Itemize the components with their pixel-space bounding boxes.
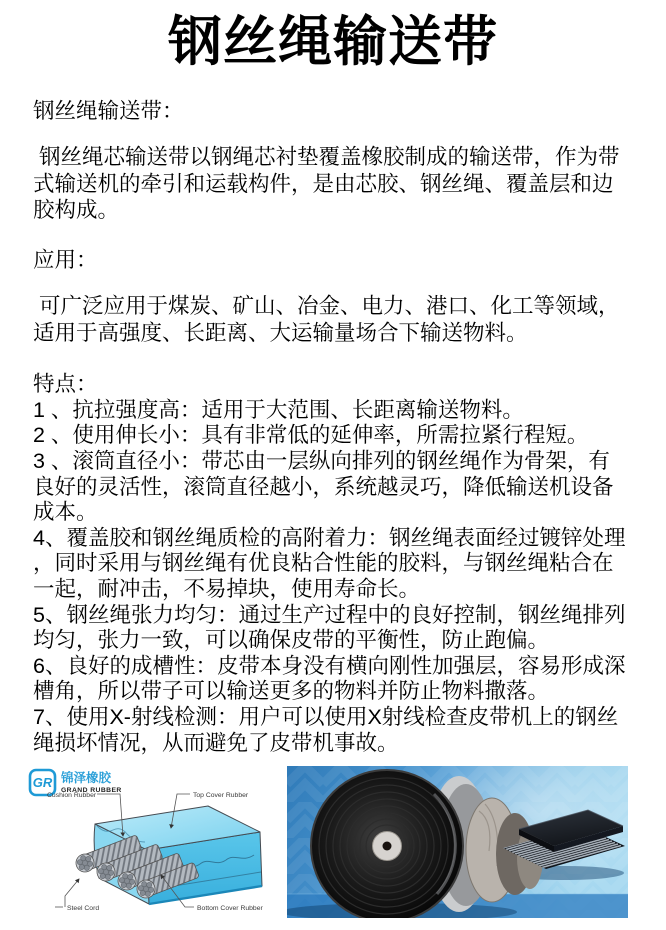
text-line: 成本。 (33, 500, 98, 525)
belt-structure-diagram (25, 766, 287, 918)
text-line: 适用于高强度、长距离、大运输量场合下输送物料。 (33, 320, 528, 345)
diagram-label-top-cover-rubber: Top Cover Rubber (193, 792, 249, 799)
text-line: 钢丝绳输送带： (33, 98, 184, 123)
text-line: 5、钢丝绳张力均匀：通过生产过程中的良好控制，钢丝绳排列 (33, 602, 626, 627)
lead-heading (33, 98, 642, 125)
logo-monogram: GR (32, 775, 53, 790)
document-body (0, 98, 666, 756)
text-line: 均匀，张力一致，可以确保皮带的平衡性，防止跑偏。 (33, 628, 550, 653)
text-line: 良好的灵活性，滚筒直径越小，系统越灵巧，降低输送机设备 (33, 474, 614, 499)
text-line: 钢丝绳芯输送带以钢绳芯衬垫覆盖橡胶制成的输送带，作为带 (33, 145, 620, 170)
diagram-label-steel-cord: Steel Cord (67, 905, 100, 912)
diagram-label-cushion-rubber: Cushion Rubber (47, 792, 97, 799)
application-paragraph (33, 293, 642, 346)
text-line: 特点： (33, 372, 98, 397)
text-line: 可广泛应用于煤炭、矿山、冶金、电力、港口、化工等领域， (33, 294, 620, 319)
application-heading (33, 247, 642, 274)
text-line: 7、使用X-射线检测：用户可以使用X射线检查皮带机上的钢丝 (33, 704, 619, 729)
features (33, 372, 642, 756)
text-line: 应用： (33, 247, 98, 272)
diagram-label-bottom-cover-rubber: Bottom Cover Rubber (197, 905, 263, 912)
text-line: ，同时采用与钢丝绳有优良粘合性能的胶料，与钢丝绳粘合在 (33, 551, 614, 576)
main-belt-roll (311, 770, 463, 918)
text-line: 式输送机的牵引和运载构件，是由芯胶、钢丝绳、覆盖层和边 (33, 171, 614, 196)
text-line: 2 、使用伸长小：具有非常低的延伸率，所需拉紧行程短。 (33, 423, 589, 448)
text-line: 4、覆盖胶和钢丝绳质检的高附着力：钢丝绳表面经过镀锌处理 (33, 525, 626, 550)
text-line: 6、良好的成槽性：皮带本身没有横向刚性加强层，容易形成深 (33, 653, 626, 678)
lead-paragraph (33, 144, 642, 224)
text-line: 胶构成。 (33, 198, 120, 223)
text-line: 3 、滚筒直径小：带芯由一层纵向排列的钢丝绳作为骨架，有 (33, 449, 610, 473)
text-line: 1 、抗拉强度高：适用于大范围、长距离输送物料。 (33, 397, 524, 422)
text-line: 绳损坏情况，从而避免了皮带机事故。 (33, 730, 399, 755)
logo-company-cn: 锦泽橡胶 (61, 771, 112, 785)
figures-row (25, 766, 628, 918)
logo-company-en: GRAND RUBBER (61, 787, 122, 794)
page-title: 钢丝绳输送带 (168, 12, 498, 72)
text-line: 槽角，所以带子可以输送更多的物料并防止物料撒落。 (33, 679, 550, 704)
belt-product-photo (287, 766, 628, 918)
text-line: 一起，耐冲击，不易掉块，使用寿命长。 (33, 576, 421, 601)
